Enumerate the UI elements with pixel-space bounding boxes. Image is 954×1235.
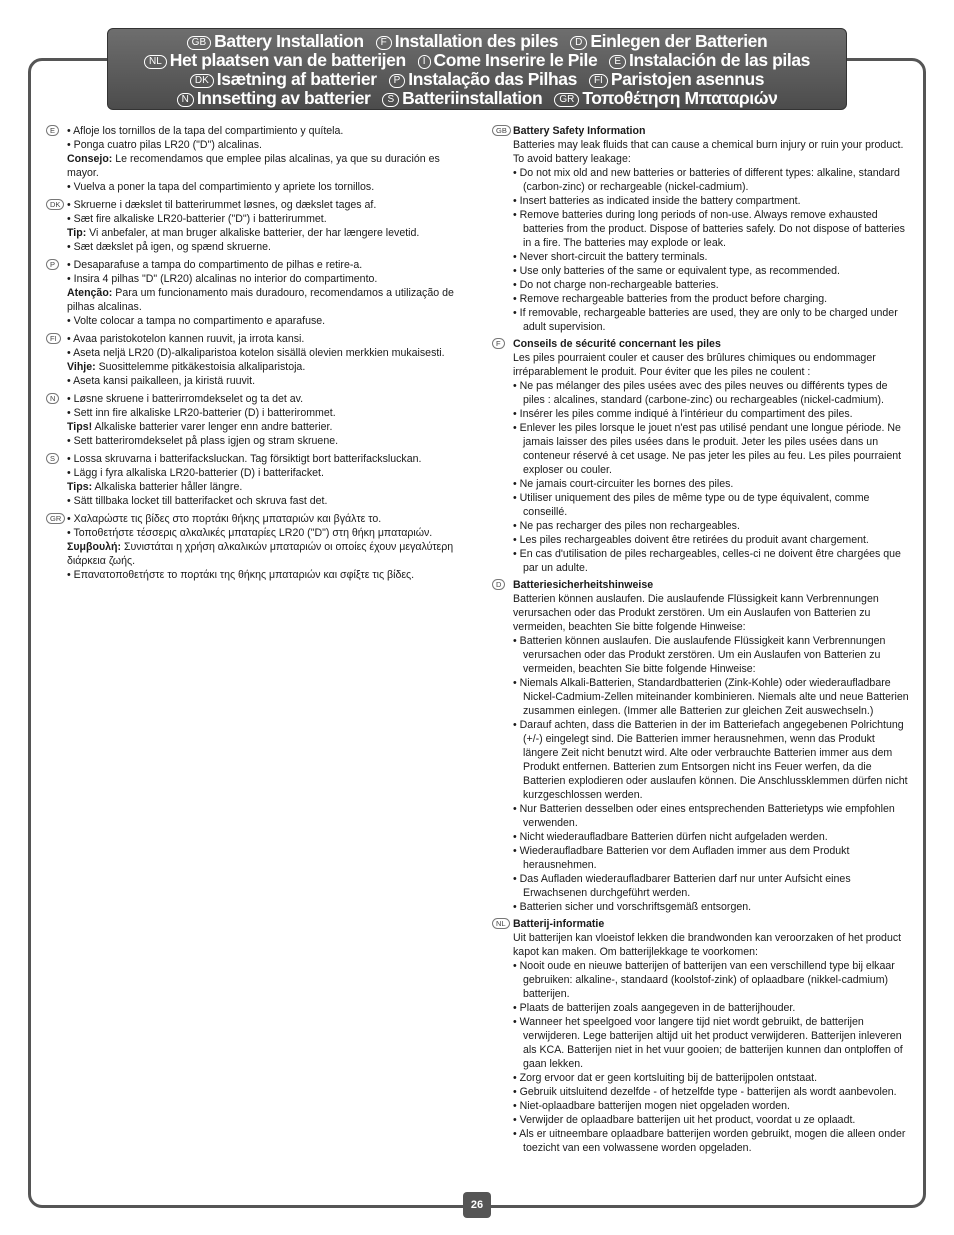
language-badge: FI bbox=[46, 333, 61, 344]
language-badge: N bbox=[177, 93, 194, 107]
safety-bullet: • Wiederaufladbare Batterien vor dem Aufladen immer aus dem Produkt herausnehmen. bbox=[513, 845, 850, 871]
instruction-step: • Løsne skruene i batterirromdekselet og ta det av. bbox=[67, 393, 304, 405]
tip-body: Συνιστάται η χρήση αλκαλικών μπαταριών οι οποίες έχουν μεγαλύτερη διάρκεια ζωής. bbox=[67, 541, 454, 567]
safety-intro: Uit batterijen kan vloeistof lekken die brandwonden kan veroorzaken of het product kapot kan maken. Om batterijlekkage te voorkomen: bbox=[513, 932, 902, 958]
instruction-step: • Sæt fire alkaliske LR20-batterier ("D") i batterirummet. bbox=[67, 213, 327, 225]
tip-label: Συμβουλή: bbox=[67, 541, 121, 553]
tip-text bbox=[67, 360, 466, 374]
instruction-step: • Afloje los tornillos de la tapa del compartimiento y quítela. bbox=[67, 125, 344, 137]
safety-bullet: • Niet-oplaadbare batterijen mogen niet opgeladen worden. bbox=[513, 1100, 790, 1112]
banner-title: Het plaatsen van de batterijen bbox=[169, 50, 406, 70]
banner-title-item bbox=[376, 32, 558, 51]
safety-bullet: • Remove batteries during long periods of non-use. Always remove exhausted batteries from the product. Dispose of batteries safely. Do not dispose of batteries in a fire. The batteries may explode or leak. bbox=[513, 209, 905, 249]
battery-safety-column bbox=[492, 124, 912, 1158]
install-section bbox=[46, 198, 466, 254]
banner-title: Paristojen asennus bbox=[610, 69, 765, 89]
banner-title-item bbox=[609, 51, 810, 70]
instruction-step: • Volte colocar a tampa no compartimento e aparafuse. bbox=[67, 315, 326, 327]
banner-title-item bbox=[418, 51, 598, 70]
safety-bullet: • If removable, rechargeable batteries are used, they are only to be charged under adult supervision. bbox=[513, 307, 898, 333]
safety-bullet: • Nur Batterien desselben oder eines entsprechenden Batterietyps wie empfohlen verwenden. bbox=[513, 803, 895, 829]
safety-bullet: • Nooit oude en nieuwe batterijen of batterijen van een verschillend type bij elkaar gebruiken: alkaline-, standaard (koolstof-zink) of oplaadbare (nikkel-cadmium) batterijen. bbox=[513, 960, 895, 1000]
instruction-step: • Sätt tillbaka locket till batterifacket och skruva fast det. bbox=[67, 495, 328, 507]
safety-bullet: • Do not mix old and new batteries or batteries of different types: alkaline, standard (carbon-zinc) or rechargeable (nickel-cadmium). bbox=[513, 167, 900, 193]
safety-bullet: • Zorg ervoor dat er geen kortsluiting bij de batterijpolen ontstaat. bbox=[513, 1072, 818, 1084]
language-badge: GB bbox=[187, 36, 211, 50]
banner-line bbox=[108, 51, 846, 70]
safety-section bbox=[492, 917, 912, 1155]
banner-title: Einlegen der Batterien bbox=[590, 31, 768, 51]
banner-title: Battery Installation bbox=[214, 31, 364, 51]
safety-bullet: • Ne pas mélanger des piles usées avec des piles neuves ou différents types de piles : alcalines, standard (carbone-zinc) ou rechargeables (nickel-cadmium). bbox=[513, 380, 888, 406]
safety-bullet: • Das Aufladen wiederaufladbarer Batterien darf nur unter Aufsicht eines Erwachsenen durchgeführt werden. bbox=[513, 873, 851, 899]
instruction-step: • Aseta neljä LR20 (D)-alkaliparistoa kotelon sisällä olevien merkkien mukaisesti. bbox=[67, 347, 445, 359]
safety-bullet: • Never short-circuit the battery terminals. bbox=[513, 251, 708, 263]
safety-bullet: • Remove rechargeable batteries from the product before charging. bbox=[513, 293, 828, 305]
safety-section bbox=[492, 578, 912, 914]
installation-instructions-column bbox=[46, 124, 466, 586]
instruction-step: • Insira 4 pilhas "D" (LR20) alcalinas no interior do compartimento. bbox=[67, 273, 378, 285]
language-badge: N bbox=[46, 393, 59, 404]
safety-bullet: • Plaats de batterijen zoals aangegeven in de batterijhouder. bbox=[513, 1002, 796, 1014]
language-badge: GR bbox=[46, 513, 65, 524]
instruction-step: • Χαλαρώστε τις βίδες στο πορτάκι θήκης μπαταριών και βγάλτε το. bbox=[67, 513, 382, 525]
install-section bbox=[46, 452, 466, 508]
tip-body: Alkaliske batterier varer lenger enn andre batterier. bbox=[92, 421, 333, 433]
language-badge: E bbox=[46, 125, 59, 136]
tip-label: Atenção: bbox=[67, 287, 113, 299]
safety-section-title: Batteriesicherheitshinweise bbox=[513, 579, 654, 591]
safety-bullet: • Enlever les piles lorsque le jouet n'est pas utilisé pendant une longue période. Ne jamais laisser des piles usées dans le produit. Jeter les piles usées dans un conteneur réservé à cet usage. Ne pas jeter les piles au feu. Les piles pourraient exploser ou couler. bbox=[513, 422, 902, 476]
instruction-step: • Sett batteriromdekselet på plass igjen og stram skruene. bbox=[67, 435, 339, 447]
banner-title: Τοποθέτηση Μπαταριών bbox=[582, 88, 778, 108]
safety-section-title: Batterij-informatie bbox=[513, 918, 605, 930]
safety-section-title: Battery Safety Information bbox=[513, 125, 646, 137]
language-badge: D bbox=[570, 36, 587, 50]
safety-bullet: • Batterien sicher und vorschriftsgemäß entsorgen. bbox=[513, 901, 752, 913]
safety-bullet: • Les piles rechargeables doivent être retirées du produit avant chargement. bbox=[513, 534, 869, 546]
safety-bullet: • Gebruik uitsluitend dezelfde - of hetzelfde type - batterijen als wordt aanbevolen. bbox=[513, 1086, 897, 1098]
safety-section-title: Conseils de sécurité concernant les piles bbox=[513, 338, 721, 350]
banner-line bbox=[108, 89, 846, 108]
tip-body: Le recomendamos que emplee pilas alcalinas, ya que su duración es mayor. bbox=[67, 153, 440, 179]
language-badge: S bbox=[46, 453, 59, 464]
banner-title-item bbox=[144, 51, 406, 70]
language-badge: DK bbox=[190, 74, 214, 88]
safety-bullet: • Do not charge non-rechargeable batteries. bbox=[513, 279, 719, 291]
safety-bullet: • Wanneer het speelgoed voor langere tijd niet wordt gebruikt, de batterijen verwijderen. Lege batterijen altijd uit het product verwijderen. Batterijen inleveren als KCA. Batterijen niet in het vuur gooien; de batterijen kunnen dan ontploffen of gaan lekken. bbox=[513, 1016, 903, 1070]
tip-body: Vi anbefaler, at man bruger alkaliske batterier, der har længere levetid. bbox=[86, 227, 420, 239]
install-section bbox=[46, 258, 466, 328]
tip-text bbox=[67, 540, 466, 568]
banner-title-item bbox=[382, 89, 542, 108]
page-number: 26 bbox=[463, 1192, 491, 1218]
tip-label: Tips: bbox=[67, 481, 93, 493]
banner-title-item bbox=[389, 70, 577, 89]
safety-bullet: • Utiliser uniquement des piles de même type ou de type équivalent, comme conseillé. bbox=[513, 492, 870, 518]
safety-bullet: • En cas d'utilisation de piles rechargeables, celles-ci ne doivent être chargées que par un adulte. bbox=[513, 548, 901, 574]
safety-bullet: • Batterien können auslaufen. Die auslaufende Flüssigkeit kann Verbrennungen verursachen oder das Produkt zerstören. Um ein Auslaufen von Batterien zu vermeiden, beachten Sie bitte folgende Hinweise: bbox=[513, 635, 886, 675]
language-badge: P bbox=[389, 74, 406, 88]
tip-text bbox=[67, 152, 466, 180]
instruction-step: • Skruerne i dækslet til batterirummet løsnes, og dækslet tages af. bbox=[67, 199, 377, 211]
banner-title-item bbox=[589, 70, 764, 89]
safety-intro: Les piles pourraient couler et causer des brûlures chimiques ou endommager irréparablement le produit. Pour éviter que les piles ne coulent : bbox=[513, 352, 876, 378]
safety-bullet: • Nicht wiederaufladbare Batterien dürfen nicht aufgeladen werden. bbox=[513, 831, 828, 843]
safety-bullet: • Darauf achten, dass die Batterien in der im Batteriefach angegebenen Polrichtung (+/-) eingelegt sind. Die Batterien immer herausnehmen, wenn das Produkt längere Zeit nicht benutzt wird. Alte oder verbrauchte Batterien immer aus dem Produkt entfernen. Batterien zum Entsorgen nicht ins Feuer werfen, da die Batterien explodieren oder auslaufen können. Die Anschlussklemmen dürfen nicht kurzgeschlossen werden. bbox=[513, 719, 908, 801]
banner-title: Batteriinstallation bbox=[402, 88, 543, 108]
banner-title: Come Inserire le Pile bbox=[433, 50, 598, 70]
instruction-step: • Sæt dækslet på igen, og spænd skruerne. bbox=[67, 241, 271, 253]
banner-title-item bbox=[570, 32, 767, 51]
tip-label: Tip: bbox=[67, 227, 87, 239]
banner-title: Innsetting av batterier bbox=[196, 88, 371, 108]
banner-line bbox=[108, 70, 846, 89]
safety-bullet: • Verwijder de oplaadbare batterijen uit het product, voordat u ze oplaadt. bbox=[513, 1114, 856, 1126]
install-section bbox=[46, 512, 466, 582]
tip-body: Alkaliska batterier håller längre. bbox=[92, 481, 243, 493]
safety-bullet: • Insérer les piles comme indiqué à l'intérieur du compartiment des piles. bbox=[513, 408, 853, 420]
safety-bullet: • Insert batteries as indicated inside the battery compartment. bbox=[513, 195, 801, 207]
language-badge: F bbox=[492, 338, 505, 349]
install-section bbox=[46, 392, 466, 448]
tip-label: Vihje: bbox=[67, 361, 96, 373]
instruction-step: • Aseta kansi paikalleen, ja kiristä ruuvit. bbox=[67, 375, 256, 387]
tip-label: Consejo: bbox=[67, 153, 113, 165]
language-badge: GR bbox=[554, 93, 579, 107]
tip-text bbox=[67, 226, 466, 240]
safety-bullet: • Ne pas recharger des piles non rechargeables. bbox=[513, 520, 740, 532]
instruction-step: • Desaparafuse a tampa do compartimento de pilhas e retire-a. bbox=[67, 259, 363, 271]
instruction-step: • Lossa skruvarna i batterifacksluckan. Tag försiktigt bort batterifacksluckan. bbox=[67, 453, 422, 465]
language-badge: NL bbox=[492, 918, 510, 929]
banner-title-item bbox=[190, 70, 377, 89]
language-badge: NL bbox=[144, 55, 167, 69]
install-section bbox=[46, 124, 466, 194]
instruction-step: • Vuelva a poner la tapa del compartimiento y apriete los tornillos. bbox=[67, 181, 375, 193]
banner-line bbox=[108, 32, 846, 51]
language-badge: F bbox=[376, 36, 392, 50]
banner-title: Instalación de las pilas bbox=[628, 50, 811, 70]
tip-body: Suosittelemme pitkäkestoisia alkaliparistoja. bbox=[95, 361, 306, 373]
safety-intro: Batterien können auslaufen. Die auslaufende Flüssigkeit kann Verbrennungen verursachen oder das Produkt zerstören. Um ein Auslaufen von Batterien zu vermeiden, beachten Sie bitte folgende Hinweise: bbox=[513, 593, 879, 633]
banner-title: Instalação das Pilhas bbox=[408, 69, 577, 89]
safety-section bbox=[492, 124, 912, 334]
instruction-step: • Lägg i fyra alkaliska LR20-batterier (D) i batterifacket. bbox=[67, 467, 324, 479]
title-banner bbox=[107, 28, 847, 110]
safety-intro: Batteries may leak fluids that can cause a chemical burn injury or ruin your product. To avoid battery leakage: bbox=[513, 139, 904, 165]
instruction-step: • Sett inn fire alkaliske LR20-batterier (D) i batterirommet. bbox=[67, 407, 336, 419]
tip-text bbox=[67, 286, 466, 314]
banner-title-item bbox=[187, 32, 364, 51]
language-badge: I bbox=[418, 55, 431, 69]
language-badge: S bbox=[382, 93, 399, 107]
safety-bullet: • Niemals Alkali-Batterien, Standardbatterien (Zink-Kohle) oder wiederaufladbare Nickel-Cadmium-Zellen miteinander kombinieren. Niemals alte und neue Batterien zusammen einlegen. (Immer alle Batterien zur gleichen Zeit auswechseln.) bbox=[513, 677, 909, 717]
tip-text bbox=[67, 480, 466, 494]
language-badge: E bbox=[609, 55, 626, 69]
banner-title: Isætning af batterier bbox=[216, 69, 377, 89]
instruction-step: • Τοποθετήστε τέσσερις αλκαλικές μπαταρίες LR20 ("D") στη θήκη μπαταριών. bbox=[67, 527, 433, 539]
safety-bullet: • Use only batteries of the same or equivalent type, as recommended. bbox=[513, 265, 840, 277]
tip-body: Para um funcionamento mais duradouro, recomendamos a utilização de pilhas alcalinas. bbox=[67, 287, 454, 313]
safety-bullet: • Ne jamais court-circuiter les bornes des piles. bbox=[513, 478, 734, 490]
language-badge: DK bbox=[46, 199, 64, 210]
tip-text bbox=[67, 420, 466, 434]
instruction-step: • Ponga cuatro pilas LR20 ("D") alcalinas. bbox=[67, 139, 262, 151]
instruction-step: • Επανατοποθετήστε το πορτάκι της θήκης μπαταριών και σφίξτε τις βίδες. bbox=[67, 569, 415, 581]
banner-title: Installation des piles bbox=[394, 31, 559, 51]
install-section bbox=[46, 332, 466, 388]
language-badge: P bbox=[46, 259, 59, 270]
safety-bullet: • Als er uitneembare oplaadbare batterijen worden gebruikt, mogen die alleen onder toezicht van een volwassene worden opgeladen. bbox=[513, 1128, 906, 1154]
language-badge: GB bbox=[492, 125, 511, 136]
language-badge: FI bbox=[589, 74, 608, 88]
language-badge: D bbox=[492, 579, 505, 590]
banner-title-item bbox=[554, 89, 777, 108]
safety-section bbox=[492, 337, 912, 575]
instruction-step: • Avaa paristokotelon kannen ruuvit, ja irrota kansi. bbox=[67, 333, 305, 345]
tip-label: Tips! bbox=[67, 421, 93, 433]
banner-title-item bbox=[177, 89, 371, 108]
